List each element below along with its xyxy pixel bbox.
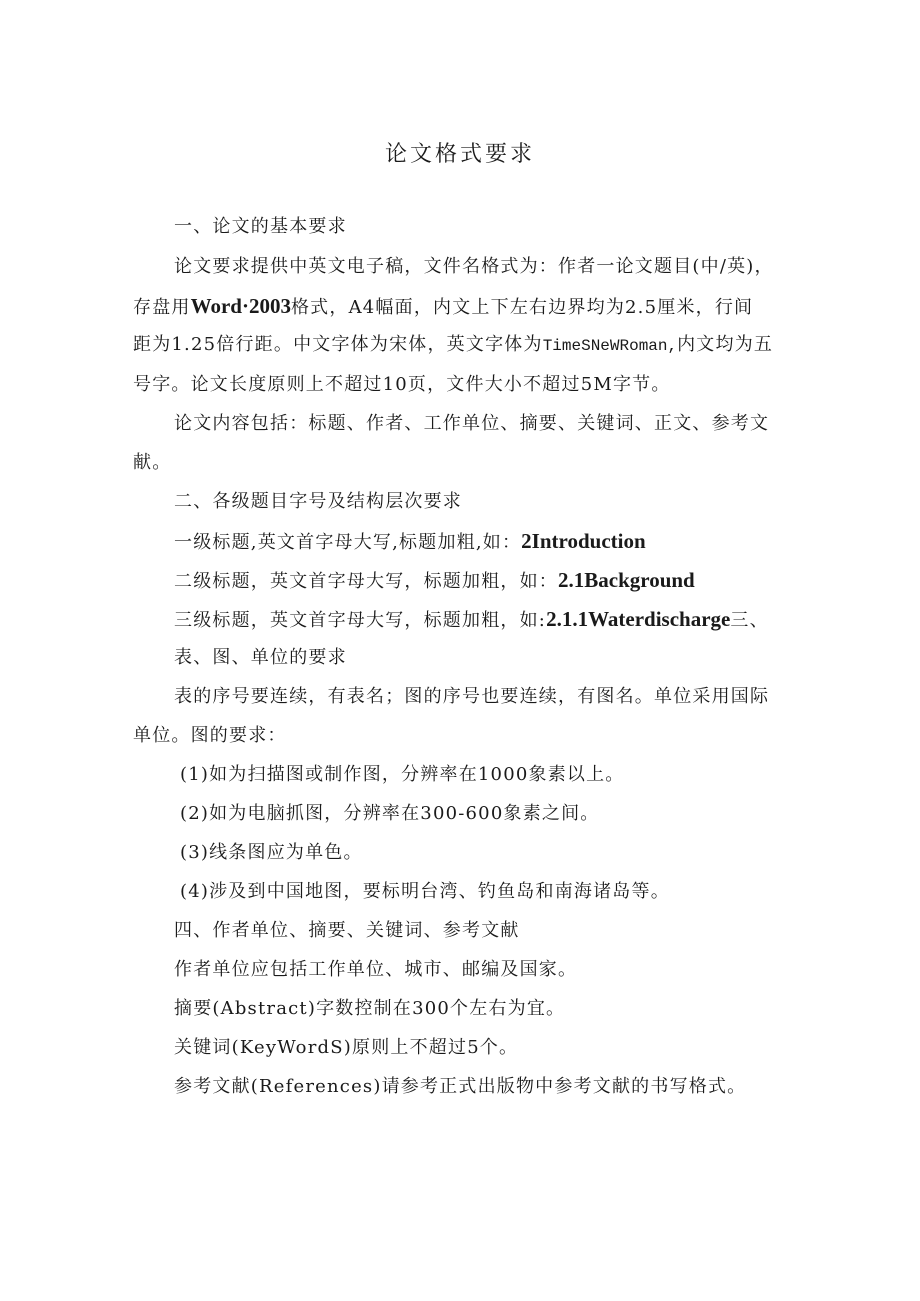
heading-example-bold: 2.1.1Waterdischarge [546,607,731,631]
paragraph-line: 献。 [133,452,172,473]
text-run: 格式，A4幅面，内文上下左右边界均为2.5厘米，行间 [290,297,754,318]
text-run: 三级标题，英文首字母大写，标题加粗，如: [174,610,547,631]
paragraph-line: 摘要(Abstract)字数控制在300个左右为宜。 [174,998,566,1019]
heading-level-3-rule [174,605,769,635]
word-version-bold: Word·2003 [190,294,291,318]
text-run: 三、 [730,610,769,631]
list-item: (3)线条图应为单色。 [180,842,363,863]
section-heading-author-abstract: 四、作者单位、摘要、关键词、参考文献 [174,920,520,941]
paragraph-line: 作者单位应包括工作单位、城市、邮编及国家。 [174,959,578,980]
section-heading-basic-requirements: 一、论文的基本要求 [174,216,347,237]
paragraph-line: 号字。论文长度原则上不超过10页，文件大小不超过5M字节。 [133,374,671,395]
heading-example-bold: 2.1Background [558,568,695,592]
heading-example-bold: 2Introduction [521,529,646,553]
page-title: 论文格式要求 [384,142,535,167]
paragraph-line [133,292,753,322]
list-item: (2)如为电脑抓图，分辨率在300-600象素之间。 [180,803,600,824]
heading-level-2-rule [174,566,695,596]
text-run: 存盘用 [133,297,191,318]
paragraph-line: 表的序号要连续，有表名；图的序号也要连续，有图名。单位采用国际 [174,686,770,707]
font-name-text: TimeSNeWRoman, [542,337,678,355]
text-run: 一级标题,英文首字母大写,标题加粗,如： [174,532,522,553]
paragraph-line [133,331,773,360]
paragraph-line: 单位。图的要求： [133,725,287,746]
section-heading-heading-levels: 二、各级题目字号及结构层次要求 [174,491,462,512]
text-run: 内文均为五 [677,334,774,355]
heading-level-1-rule [174,527,646,557]
text-run: 二级标题，英文首字母大写，标题加粗，如： [174,571,558,592]
paragraph-line: 论文内容包括：标题、作者、工作单位、摘要、关键词、正文、参考文 [174,413,770,434]
section-heading-tables-figures: 表、图、单位的要求 [174,647,347,668]
list-item: (1)如为扫描图或制作图，分辨率在1000象素以上。 [180,764,625,785]
text-run: 距为1.25倍行距。中文字体为宋体，英文字体为 [133,334,543,355]
list-item: (4)涉及到中国地图，要标明台湾、钓鱼岛和南海诸岛等。 [180,881,670,902]
paragraph-line: 论文要求提供中英文电子稿，文件名格式为：作者一论文题目(中/英)， [174,256,774,277]
paragraph-line: 参考文献(References)请参考正式出版物中参考文献的书写格式。 [174,1076,747,1097]
paragraph-line: 关键词(KeyWordS)原则上不超过5个。 [174,1037,519,1058]
